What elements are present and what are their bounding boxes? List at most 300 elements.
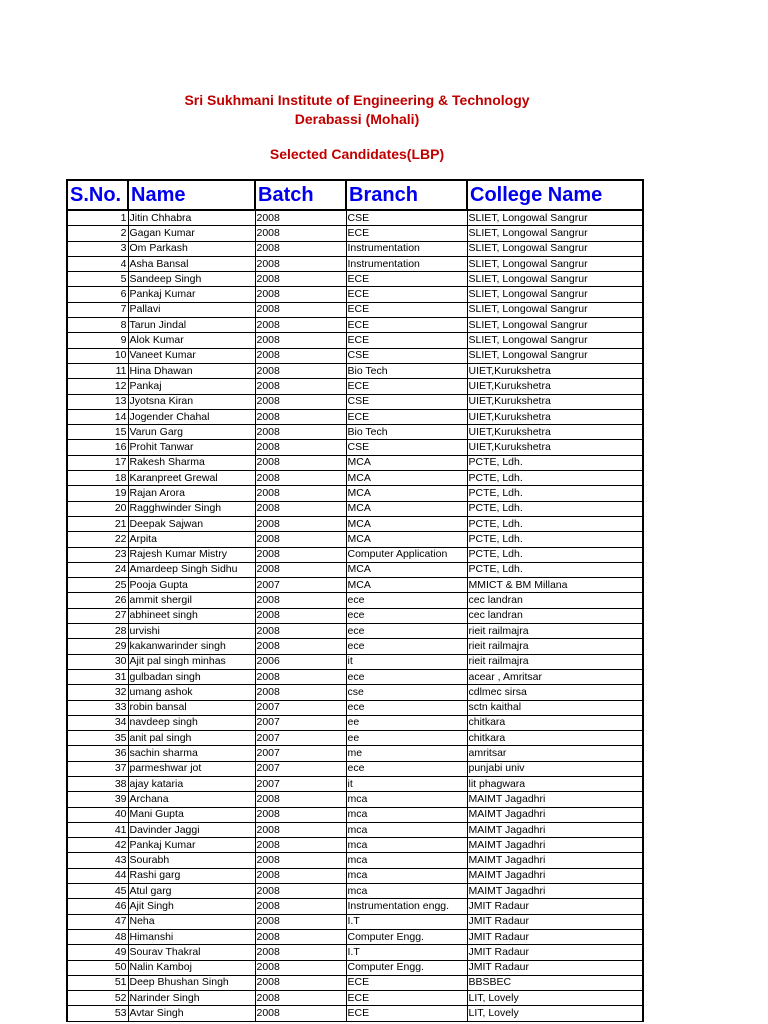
table-row bbox=[67, 578, 643, 593]
table-row bbox=[67, 700, 643, 715]
cell-batch: 2008 bbox=[255, 256, 346, 271]
table-row bbox=[67, 624, 643, 639]
cell-sno: 39 bbox=[67, 792, 128, 807]
table-row bbox=[67, 226, 643, 241]
cell-branch: MCA bbox=[346, 516, 467, 531]
cell-sno: 16 bbox=[67, 440, 128, 455]
cell-name: Varun Garg bbox=[128, 425, 255, 440]
cell-name: Arpita bbox=[128, 532, 255, 547]
table-row bbox=[67, 348, 643, 363]
cell-branch: Computer Application bbox=[346, 547, 467, 562]
cell-batch: 2008 bbox=[255, 210, 346, 226]
table-row bbox=[67, 287, 643, 302]
cell-name: robin bansal bbox=[128, 700, 255, 715]
cell-sno: 20 bbox=[67, 501, 128, 516]
table-row bbox=[67, 1006, 643, 1021]
cell-branch: MCA bbox=[346, 501, 467, 516]
cell-college: JMIT Radaur bbox=[467, 960, 643, 975]
cell-name: Pankaj Kumar bbox=[128, 287, 255, 302]
cell-branch: Computer Engg. bbox=[346, 960, 467, 975]
cell-branch: MCA bbox=[346, 562, 467, 577]
cell-branch: mca bbox=[346, 853, 467, 868]
table-body bbox=[67, 210, 643, 1021]
cell-college: UIET,Kurukshetra bbox=[467, 409, 643, 424]
cell-sno: 50 bbox=[67, 960, 128, 975]
cell-batch: 2008 bbox=[255, 318, 346, 333]
cell-branch: ece bbox=[346, 700, 467, 715]
cell-batch: 2008 bbox=[255, 669, 346, 684]
cell-sno: 44 bbox=[67, 868, 128, 883]
table-row bbox=[67, 868, 643, 883]
cell-sno: 41 bbox=[67, 822, 128, 837]
cell-batch: 2008 bbox=[255, 899, 346, 914]
cell-name: Rajan Arora bbox=[128, 486, 255, 501]
cell-branch: I.T bbox=[346, 945, 467, 960]
cell-batch: 2007 bbox=[255, 746, 346, 761]
cell-branch: ece bbox=[346, 639, 467, 654]
cell-batch: 2008 bbox=[255, 1006, 346, 1021]
cell-sno: 46 bbox=[67, 899, 128, 914]
cell-branch: mca bbox=[346, 838, 467, 853]
cell-college: PCTE, Ldh. bbox=[467, 486, 643, 501]
cell-college: SLIET, Longowal Sangrur bbox=[467, 272, 643, 287]
table-row bbox=[67, 302, 643, 317]
table-row bbox=[67, 929, 643, 944]
table-row bbox=[67, 425, 643, 440]
cell-branch: ECE bbox=[346, 333, 467, 348]
cell-college: MAIMT Jagadhri bbox=[467, 838, 643, 853]
cell-branch: ee bbox=[346, 731, 467, 746]
table-row bbox=[67, 379, 643, 394]
cell-branch: it bbox=[346, 776, 467, 791]
cell-sno: 47 bbox=[67, 914, 128, 929]
cell-batch: 2008 bbox=[255, 471, 346, 486]
cell-name: Hina Dhawan bbox=[128, 363, 255, 378]
cell-batch: 2008 bbox=[255, 516, 346, 531]
cell-name: anit pal singh bbox=[128, 731, 255, 746]
cell-batch: 2008 bbox=[255, 394, 346, 409]
cell-name: Vaneet Kumar bbox=[128, 348, 255, 363]
cell-name: Rashi garg bbox=[128, 868, 255, 883]
cell-college: LIT, Lovely bbox=[467, 1006, 643, 1021]
institute-location: Derabassi (Mohali) bbox=[294, 111, 420, 127]
cell-branch: MCA bbox=[346, 486, 467, 501]
table-row bbox=[67, 975, 643, 990]
cell-name: Deep Bhushan Singh bbox=[128, 975, 255, 990]
cell-college: UIET,Kurukshetra bbox=[467, 394, 643, 409]
cell-sno: 22 bbox=[67, 532, 128, 547]
cell-batch: 2008 bbox=[255, 639, 346, 654]
cell-name: Avtar Singh bbox=[128, 1006, 255, 1021]
cell-batch: 2008 bbox=[255, 547, 346, 562]
cell-branch: ece bbox=[346, 761, 467, 776]
cell-batch: 2008 bbox=[255, 226, 346, 241]
cell-college: PCTE, Ldh. bbox=[467, 471, 643, 486]
cell-sno: 23 bbox=[67, 547, 128, 562]
cell-name: Gagan Kumar bbox=[128, 226, 255, 241]
candidates-table bbox=[66, 179, 644, 1022]
cell-batch: 2008 bbox=[255, 486, 346, 501]
cell-batch: 2008 bbox=[255, 363, 346, 378]
cell-batch: 2008 bbox=[255, 991, 346, 1006]
cell-branch: Instrumentation bbox=[346, 241, 467, 256]
cell-sno: 15 bbox=[67, 425, 128, 440]
cell-college: BBSBEC bbox=[467, 975, 643, 990]
cell-name: Tarun Jindal bbox=[128, 318, 255, 333]
cell-college: SLIET, Longowal Sangrur bbox=[467, 333, 643, 348]
table-row bbox=[67, 853, 643, 868]
cell-batch: 2008 bbox=[255, 287, 346, 302]
cell-batch: 2008 bbox=[255, 272, 346, 287]
cell-name: navdeep singh bbox=[128, 715, 255, 730]
cell-college: rieit railmajra bbox=[467, 639, 643, 654]
table-row bbox=[67, 486, 643, 501]
cell-batch: 2008 bbox=[255, 501, 346, 516]
table-row bbox=[67, 516, 643, 531]
cell-batch: 2008 bbox=[255, 440, 346, 455]
cell-name: Sandeep Singh bbox=[128, 272, 255, 287]
cell-college: punjabi univ bbox=[467, 761, 643, 776]
cell-name: Atul garg bbox=[128, 884, 255, 899]
cell-college: SLIET, Longowal Sangrur bbox=[467, 287, 643, 302]
cell-college: JMIT Radaur bbox=[467, 945, 643, 960]
cell-name: Amardeep Singh Sidhu bbox=[128, 562, 255, 577]
cell-college: SLIET, Longowal Sangrur bbox=[467, 241, 643, 256]
cell-batch: 2008 bbox=[255, 593, 346, 608]
cell-college: cdlmec sirsa bbox=[467, 685, 643, 700]
table-row bbox=[67, 914, 643, 929]
cell-sno: 14 bbox=[67, 409, 128, 424]
cell-branch: CSE bbox=[346, 210, 467, 226]
cell-college: cec landran bbox=[467, 608, 643, 623]
cell-college: UIET,Kurukshetra bbox=[467, 363, 643, 378]
cell-name: Sourabh bbox=[128, 853, 255, 868]
cell-branch: it bbox=[346, 654, 467, 669]
table-row bbox=[67, 991, 643, 1006]
cell-sno: 28 bbox=[67, 624, 128, 639]
table-row bbox=[67, 210, 643, 226]
table-row bbox=[67, 409, 643, 424]
cell-branch: MCA bbox=[346, 578, 467, 593]
cell-name: kakanwarinder singh bbox=[128, 639, 255, 654]
cell-branch: Bio Tech bbox=[346, 425, 467, 440]
cell-name: Karanpreet Grewal bbox=[128, 471, 255, 486]
cell-college: MAIMT Jagadhri bbox=[467, 868, 643, 883]
cell-batch: 2008 bbox=[255, 884, 346, 899]
cell-sno: 19 bbox=[67, 486, 128, 501]
cell-branch: mca bbox=[346, 884, 467, 899]
cell-college: SLIET, Longowal Sangrur bbox=[467, 318, 643, 333]
cell-batch: 2008 bbox=[255, 792, 346, 807]
cell-branch: MCA bbox=[346, 455, 467, 470]
cell-branch: mca bbox=[346, 807, 467, 822]
cell-branch: ECE bbox=[346, 272, 467, 287]
cell-branch: CSE bbox=[346, 440, 467, 455]
table-row bbox=[67, 792, 643, 807]
cell-sno: 9 bbox=[67, 333, 128, 348]
cell-college: SLIET, Longowal Sangrur bbox=[467, 348, 643, 363]
table-row bbox=[67, 669, 643, 684]
cell-sno: 18 bbox=[67, 471, 128, 486]
cell-sno: 2 bbox=[67, 226, 128, 241]
cell-sno: 33 bbox=[67, 700, 128, 715]
cell-name: Mani Gupta bbox=[128, 807, 255, 822]
cell-name: Rajesh Kumar Mistry bbox=[128, 547, 255, 562]
institute-title: Sri Sukhmani Institute of Engineering & Technology bbox=[184, 92, 530, 108]
cell-college: MMICT & BM Millana bbox=[467, 578, 643, 593]
cell-name: Pooja Gupta bbox=[128, 578, 255, 593]
cell-name: urvishi bbox=[128, 624, 255, 639]
cell-sno: 13 bbox=[67, 394, 128, 409]
cell-sno: 32 bbox=[67, 685, 128, 700]
cell-name: ammit shergil bbox=[128, 593, 255, 608]
cell-college: SLIET, Longowal Sangrur bbox=[467, 226, 643, 241]
cell-name: Nalin Kamboj bbox=[128, 960, 255, 975]
column-header-name: Name bbox=[128, 180, 255, 210]
cell-batch: 2008 bbox=[255, 685, 346, 700]
cell-batch: 2008 bbox=[255, 379, 346, 394]
cell-college: cec landran bbox=[467, 593, 643, 608]
cell-sno: 42 bbox=[67, 838, 128, 853]
cell-branch: ECE bbox=[346, 991, 467, 1006]
cell-batch: 2008 bbox=[255, 838, 346, 853]
table-row bbox=[67, 562, 643, 577]
cell-college: PCTE, Ldh. bbox=[467, 562, 643, 577]
cell-sno: 43 bbox=[67, 853, 128, 868]
cell-college: LIT, Lovely bbox=[467, 991, 643, 1006]
cell-branch: ECE bbox=[346, 409, 467, 424]
cell-batch: 2008 bbox=[255, 807, 346, 822]
table-row bbox=[67, 945, 643, 960]
cell-sno: 24 bbox=[67, 562, 128, 577]
cell-sno: 53 bbox=[67, 1006, 128, 1021]
cell-branch: CSE bbox=[346, 394, 467, 409]
cell-sno: 31 bbox=[67, 669, 128, 684]
cell-branch: cse bbox=[346, 685, 467, 700]
cell-college: JMIT Radaur bbox=[467, 914, 643, 929]
table-row bbox=[67, 731, 643, 746]
cell-name: Sourav Thakral bbox=[128, 945, 255, 960]
cell-college: MAIMT Jagadhri bbox=[467, 792, 643, 807]
cell-batch: 2008 bbox=[255, 945, 346, 960]
table-row bbox=[67, 547, 643, 562]
table-row bbox=[67, 715, 643, 730]
cell-college: MAIMT Jagadhri bbox=[467, 853, 643, 868]
cell-college: MAIMT Jagadhri bbox=[467, 884, 643, 899]
table-row bbox=[67, 608, 643, 623]
cell-branch: ece bbox=[346, 624, 467, 639]
table-row bbox=[67, 455, 643, 470]
cell-name: Neha bbox=[128, 914, 255, 929]
cell-name: umang ashok bbox=[128, 685, 255, 700]
cell-batch: 2008 bbox=[255, 929, 346, 944]
table-row bbox=[67, 471, 643, 486]
table-row bbox=[67, 394, 643, 409]
table-row bbox=[67, 884, 643, 899]
table-header-row bbox=[67, 180, 643, 210]
cell-college: PCTE, Ldh. bbox=[467, 455, 643, 470]
cell-batch: 2008 bbox=[255, 960, 346, 975]
cell-name: abhineet singh bbox=[128, 608, 255, 623]
cell-batch: 2008 bbox=[255, 914, 346, 929]
cell-college: MAIMT Jagadhri bbox=[467, 807, 643, 822]
cell-branch: ece bbox=[346, 608, 467, 623]
table-row bbox=[67, 761, 643, 776]
table-row bbox=[67, 333, 643, 348]
cell-name: Pankaj Kumar bbox=[128, 838, 255, 853]
cell-branch: mca bbox=[346, 822, 467, 837]
cell-sno: 6 bbox=[67, 287, 128, 302]
cell-college: UIET,Kurukshetra bbox=[467, 379, 643, 394]
cell-branch: ECE bbox=[346, 226, 467, 241]
cell-batch: 2008 bbox=[255, 562, 346, 577]
cell-batch: 2007 bbox=[255, 715, 346, 730]
table-row bbox=[67, 899, 643, 914]
cell-name: parmeshwar jot bbox=[128, 761, 255, 776]
cell-branch: me bbox=[346, 746, 467, 761]
cell-name: Archana bbox=[128, 792, 255, 807]
cell-branch: Instrumentation engg. bbox=[346, 899, 467, 914]
cell-sno: 49 bbox=[67, 945, 128, 960]
cell-sno: 35 bbox=[67, 731, 128, 746]
cell-sno: 36 bbox=[67, 746, 128, 761]
cell-sno: 17 bbox=[67, 455, 128, 470]
cell-sno: 37 bbox=[67, 761, 128, 776]
cell-name: Deepak Sajwan bbox=[128, 516, 255, 531]
table-row bbox=[67, 593, 643, 608]
cell-branch: Bio Tech bbox=[346, 363, 467, 378]
cell-college: PCTE, Ldh. bbox=[467, 532, 643, 547]
cell-college: SLIET, Longowal Sangrur bbox=[467, 302, 643, 317]
cell-name: Davinder Jaggi bbox=[128, 822, 255, 837]
cell-name: Rakesh Sharma bbox=[128, 455, 255, 470]
list-subtitle: Selected Candidates(LBP) bbox=[269, 146, 445, 162]
cell-college: lit phagwara bbox=[467, 776, 643, 791]
cell-name: Jogender Chahal bbox=[128, 409, 255, 424]
cell-sno: 25 bbox=[67, 578, 128, 593]
cell-sno: 52 bbox=[67, 991, 128, 1006]
cell-sno: 27 bbox=[67, 608, 128, 623]
cell-batch: 2008 bbox=[255, 624, 346, 639]
cell-college: chitkara bbox=[467, 731, 643, 746]
cell-batch: 2006 bbox=[255, 654, 346, 669]
cell-college: chitkara bbox=[467, 715, 643, 730]
cell-branch: ECE bbox=[346, 975, 467, 990]
cell-branch: ECE bbox=[346, 318, 467, 333]
table-row bbox=[67, 639, 643, 654]
table-row bbox=[67, 685, 643, 700]
cell-batch: 2008 bbox=[255, 608, 346, 623]
table-row bbox=[67, 776, 643, 791]
table-row bbox=[67, 256, 643, 271]
cell-college: acear , Amritsar bbox=[467, 669, 643, 684]
cell-college: MAIMT Jagadhri bbox=[467, 822, 643, 837]
cell-name: ajay kataria bbox=[128, 776, 255, 791]
cell-branch: I.T bbox=[346, 914, 467, 929]
cell-sno: 45 bbox=[67, 884, 128, 899]
column-header-college: College Name bbox=[467, 180, 643, 210]
table-row bbox=[67, 822, 643, 837]
cell-branch: CSE bbox=[346, 348, 467, 363]
cell-branch: ee bbox=[346, 715, 467, 730]
cell-college: PCTE, Ldh. bbox=[467, 501, 643, 516]
cell-name: gulbadan singh bbox=[128, 669, 255, 684]
cell-batch: 2008 bbox=[255, 302, 346, 317]
cell-branch: ECE bbox=[346, 379, 467, 394]
cell-sno: 30 bbox=[67, 654, 128, 669]
cell-college: UIET,Kurukshetra bbox=[467, 425, 643, 440]
cell-sno: 51 bbox=[67, 975, 128, 990]
cell-name: sachin sharma bbox=[128, 746, 255, 761]
cell-college: SLIET, Longowal Sangrur bbox=[467, 210, 643, 226]
cell-name: Alok Kumar bbox=[128, 333, 255, 348]
table-row bbox=[67, 501, 643, 516]
cell-branch: ECE bbox=[346, 302, 467, 317]
table-row bbox=[67, 440, 643, 455]
table-row bbox=[67, 960, 643, 975]
cell-batch: 2008 bbox=[255, 241, 346, 256]
cell-branch: MCA bbox=[346, 532, 467, 547]
cell-batch: 2007 bbox=[255, 700, 346, 715]
cell-batch: 2007 bbox=[255, 776, 346, 791]
cell-name: Ajit Singh bbox=[128, 899, 255, 914]
cell-branch: mca bbox=[346, 792, 467, 807]
cell-sno: 21 bbox=[67, 516, 128, 531]
cell-branch: mca bbox=[346, 868, 467, 883]
cell-college: sctn kaithal bbox=[467, 700, 643, 715]
cell-sno: 4 bbox=[67, 256, 128, 271]
cell-college: rieit railmajra bbox=[467, 624, 643, 639]
table-row bbox=[67, 363, 643, 378]
column-header-batch: Batch bbox=[255, 180, 346, 210]
cell-batch: 2008 bbox=[255, 975, 346, 990]
table-row bbox=[67, 272, 643, 287]
cell-sno: 3 bbox=[67, 241, 128, 256]
cell-college: SLIET, Longowal Sangrur bbox=[467, 256, 643, 271]
cell-college: JMIT Radaur bbox=[467, 929, 643, 944]
cell-sno: 7 bbox=[67, 302, 128, 317]
table-row bbox=[67, 318, 643, 333]
cell-branch: ECE bbox=[346, 1006, 467, 1021]
cell-sno: 29 bbox=[67, 639, 128, 654]
table-row bbox=[67, 241, 643, 256]
cell-batch: 2007 bbox=[255, 761, 346, 776]
cell-sno: 11 bbox=[67, 363, 128, 378]
cell-name: Asha Bansal bbox=[128, 256, 255, 271]
cell-batch: 2008 bbox=[255, 455, 346, 470]
cell-college: PCTE, Ldh. bbox=[467, 516, 643, 531]
cell-sno: 12 bbox=[67, 379, 128, 394]
cell-batch: 2008 bbox=[255, 333, 346, 348]
cell-sno: 38 bbox=[67, 776, 128, 791]
cell-sno: 10 bbox=[67, 348, 128, 363]
cell-sno: 5 bbox=[67, 272, 128, 287]
cell-college: amritsar bbox=[467, 746, 643, 761]
cell-branch: Computer Engg. bbox=[346, 929, 467, 944]
cell-sno: 1 bbox=[67, 210, 128, 226]
cell-batch: 2007 bbox=[255, 578, 346, 593]
cell-batch: 2008 bbox=[255, 868, 346, 883]
cell-college: rieit railmajra bbox=[467, 654, 643, 669]
cell-sno: 34 bbox=[67, 715, 128, 730]
cell-college: JMIT Radaur bbox=[467, 899, 643, 914]
cell-batch: 2007 bbox=[255, 731, 346, 746]
cell-name: Ajit pal singh minhas bbox=[128, 654, 255, 669]
cell-branch: ece bbox=[346, 669, 467, 684]
cell-name: Jyotsna Kiran bbox=[128, 394, 255, 409]
cell-name: Narinder Singh bbox=[128, 991, 255, 1006]
cell-batch: 2008 bbox=[255, 348, 346, 363]
